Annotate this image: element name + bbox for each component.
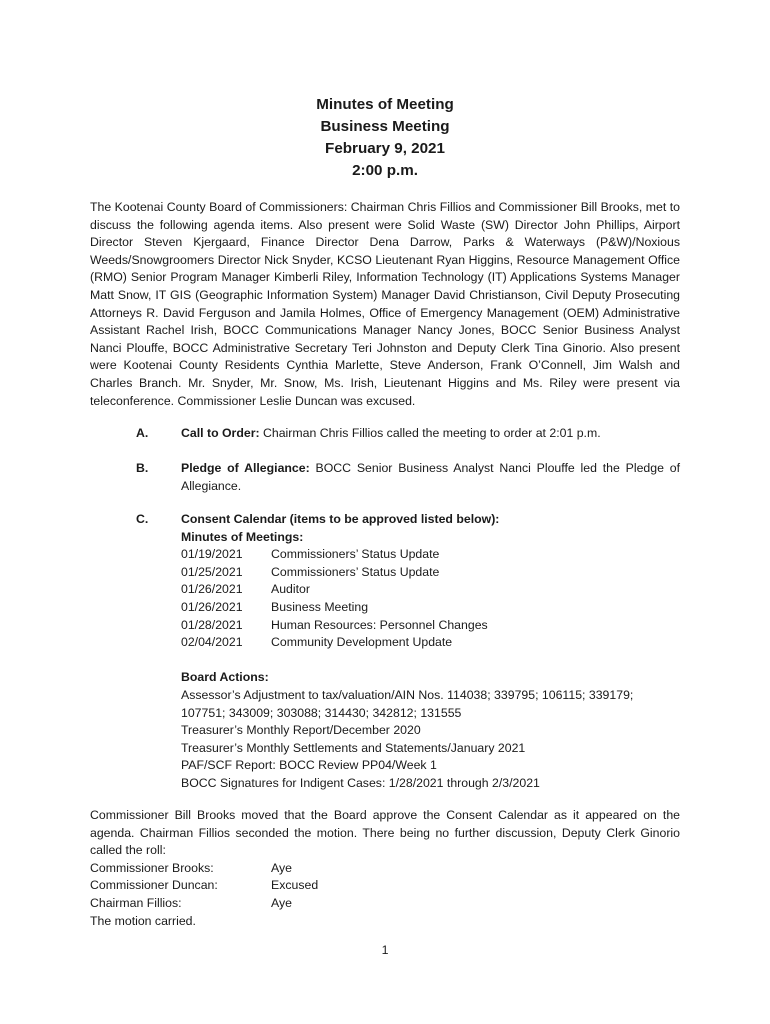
board-action: Treasurer’s Monthly Report/December 2020 (181, 723, 421, 738)
board-action: PAF/SCF Report: BOCC Review PP04/Week 1 (181, 758, 437, 773)
minutes-title: Community Development Update (271, 635, 453, 650)
document-title (0, 94, 770, 182)
vote-row (90, 877, 680, 895)
item-heading: Pledge of Allegiance: (181, 461, 310, 475)
board-action: Treasurer’s Monthly Settlements and Statements/January 2021 (181, 740, 526, 755)
vote-row (90, 860, 680, 878)
minutes-date: 01/28/2021 (181, 617, 243, 632)
item-content (181, 460, 680, 495)
page-number: 1 (381, 943, 389, 957)
minutes-date: 01/19/2021 (181, 547, 243, 562)
minutes-title: Commissioners’ Status Update (271, 564, 440, 579)
board-action: Assessor’s Adjustment to tax/valuation/AIN Nos. 114038; 339795; 106115; 339179; (181, 687, 634, 702)
title-line: February 9, 2021 (325, 140, 445, 157)
title-line: 2:00 p.m. (352, 162, 418, 179)
vote-value: Aye (271, 860, 292, 875)
spacer (181, 652, 680, 670)
minutes-row (181, 617, 680, 635)
vote-row (90, 895, 680, 913)
motion-section (90, 807, 680, 930)
title-line: Minutes of Meeting (316, 96, 454, 113)
minutes-row (181, 581, 680, 599)
minutes-date: 02/04/2021 (181, 635, 243, 650)
voter-name: Commissioner Duncan: (90, 878, 218, 893)
item-letter: C. (136, 512, 149, 526)
item-content (181, 425, 680, 443)
agenda-item-c (90, 511, 680, 793)
board-action: BOCC Signatures for Indigent Cases: 1/28/2021 through 2/3/2021 (181, 775, 540, 790)
minutes-title: Human Resources: Personnel Changes (271, 617, 488, 632)
minutes-row (181, 634, 680, 652)
voter-name: Chairman Fillios: (90, 895, 182, 910)
item-content (181, 511, 680, 793)
motion-text: Commissioner Bill Brooks moved that the Board approve the Consent Calendar as it appeared on the agenda. Chairman Fillios seconded the motion. There being no further discussion, Deputy Clerk Ginorio called the roll: (90, 808, 680, 858)
minutes-title: Commissioners’ Status Update (271, 547, 440, 562)
minutes-date: 01/25/2021 (181, 564, 243, 579)
item-heading: Consent Calendar (items to be approved listed below): (181, 512, 500, 526)
vote-value: Aye (271, 895, 292, 910)
minutes-title: Auditor (271, 582, 310, 597)
minutes-row (181, 564, 680, 582)
minutes-date: 01/26/2021 (181, 582, 243, 597)
voter-name: Commissioner Brooks: (90, 860, 214, 875)
intro-paragraph: The Kootenai County Board of Commissioners: Chairman Chris Fillios and Commissioner Bill Brooks, met to discuss the following agenda items. Also present were Solid Waste (SW) Director John Phillips, Airport Director Steven Kjergaard, Finance Director Dena Darrow, Parks & Waterways (P&W)/Noxious Weeds/Snowgroomers Director Nick Snyder, KCSO Lieutenant Ryan Higgins, Resource Management Office (RMO) Senior Program Manager Kimberli Riley, Information Technology (IT) Applications Systems Manager Matt Snow, IT GIS (Geographic Information System) Manager David Christianson, Civil Deputy Prosecuting Attorneys R. David Ferguson and Jamila Holmes, Office of Emergency Management (OEM) Administrative Assistant Rachel Irish, BOCC Communications Manager Nancy Jones, BOCC Senior Business Analyst Nanci Plouffe, BOCC Administrative Secretary Teri Johnston and Deputy Clerk Tina Ginorio. Also present were Kootenai County Residents Cynthia Marlette, Steve Anderson, Frank O’Connell, Jim Walsh and Charles Branch. Mr. Snyder, Mr. Snow, Ms. Irish, Lieutenant Higgins and Ms. Riley were present via teleconference. Commissioner Leslie Duncan was excused. (90, 200, 680, 408)
minutes-heading: Minutes of Meetings: (181, 529, 304, 544)
item-letter: B. (136, 461, 149, 475)
motion-result: The motion carried. (90, 913, 196, 928)
board-actions-heading: Board Actions: (181, 670, 269, 685)
minutes-date: 01/26/2021 (181, 599, 243, 614)
title-line: Business Meeting (320, 118, 450, 135)
item-heading: Call to Order: (181, 426, 260, 440)
vote-value: Excused (271, 878, 319, 893)
agenda-item-b (90, 460, 680, 495)
item-letter: A. (136, 426, 149, 440)
agenda-item-a (90, 425, 680, 443)
item-text: Chairman Chris Fillios called the meeting to order at 2:01 p.m. (259, 426, 601, 440)
item-text: BOCC Senior Business Analyst Nanci Plouffe led the Pledge of Allegiance. (181, 461, 680, 493)
minutes-row (181, 546, 680, 564)
board-action: 107751; 343009; 303088; 314430; 342812; 131555 (181, 705, 462, 720)
minutes-title: Business Meeting (271, 599, 369, 614)
minutes-row (181, 599, 680, 617)
